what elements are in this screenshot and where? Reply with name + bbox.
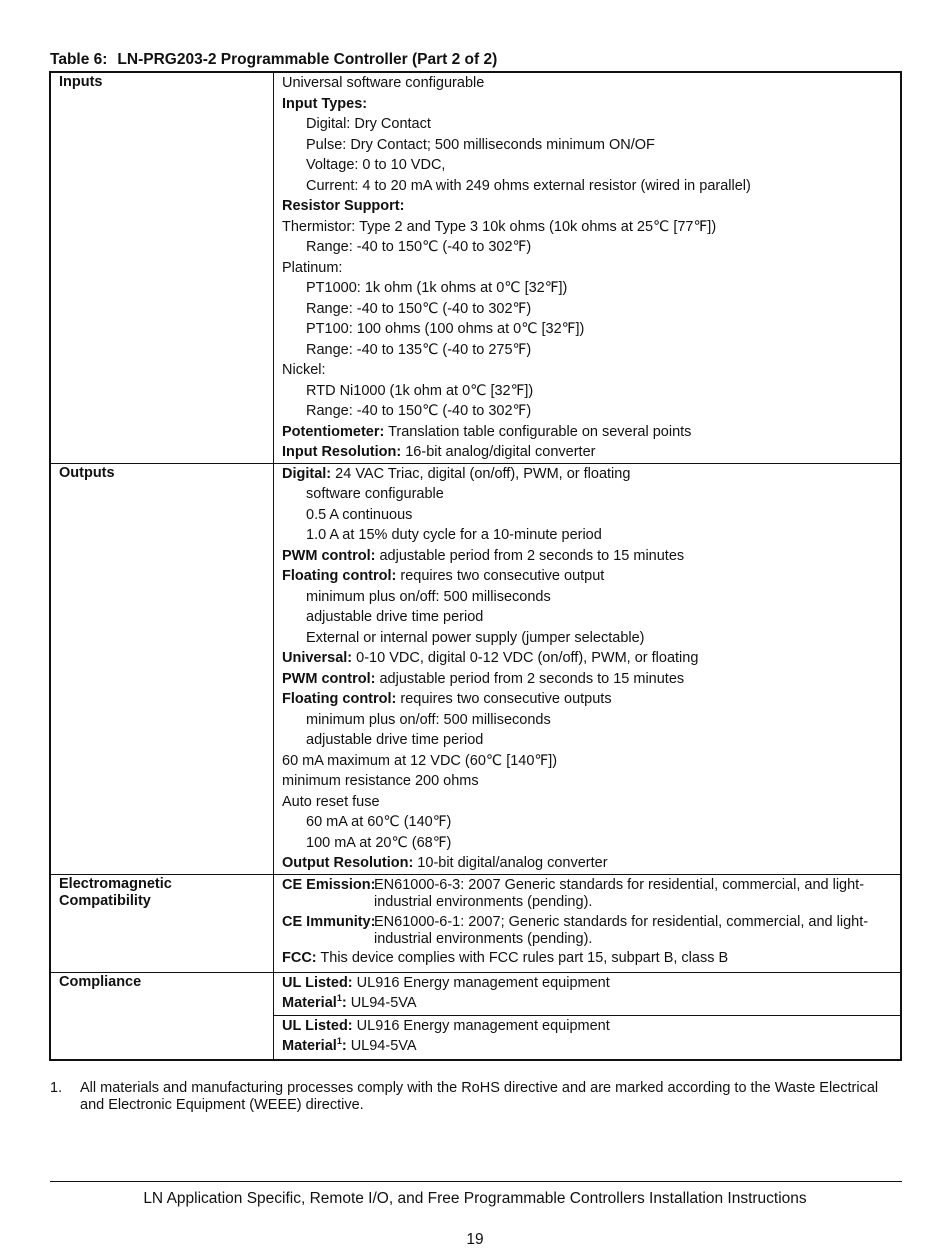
spec-line bbox=[282, 94, 896, 115]
spec-line-text: Current: 4 to 20 mA with 249 ohms external resistor (wired in parallel) bbox=[306, 177, 751, 194]
spec-line-text: 1.0 A at 15% duty cycle for a 10-minute period bbox=[306, 527, 602, 543]
ul-listed-line bbox=[282, 1016, 896, 1036]
spec-line-text: minimum resistance 200 ohms bbox=[282, 773, 479, 789]
spec-line bbox=[282, 422, 896, 443]
ce-immunity bbox=[282, 914, 896, 948]
emc-label bbox=[50, 874, 274, 972]
material-footnote-ref: 1 bbox=[336, 992, 342, 1003]
spec-line-key: Input Resolution: bbox=[282, 444, 402, 460]
spec-line-text: minimum plus on/off: 500 milliseconds bbox=[306, 711, 551, 728]
spec-line bbox=[282, 340, 896, 361]
spec-line bbox=[282, 833, 896, 854]
spec-line bbox=[282, 442, 896, 463]
ce-immunity-key: CE Immunity: bbox=[282, 913, 376, 930]
spec-line-text: 0.5 A continuous bbox=[306, 506, 413, 523]
footnote-text: All materials and manufacturing processes comply with the RoHS directive and are marked according to the Waste Electrical and Electronic Equipment (WEEE) directive. bbox=[80, 1080, 879, 1113]
spec-line bbox=[282, 853, 896, 874]
spec-line bbox=[282, 381, 896, 402]
spec-line bbox=[282, 628, 896, 649]
spec-line bbox=[282, 155, 896, 176]
spec-line-text: adjustable period from 2 seconds to 15 minutes bbox=[375, 547, 685, 564]
spec-line-text: PT1000: 1k ohm (1k ohms at 0℃ [32℉]) bbox=[306, 280, 568, 296]
emc-label-text: Electromagnetic Compatibility bbox=[59, 875, 172, 909]
emc-row bbox=[50, 874, 901, 972]
material-text: UL94-5VA bbox=[346, 994, 417, 1011]
spec-line bbox=[282, 751, 896, 772]
spec-line bbox=[282, 525, 896, 546]
material-sep: : bbox=[341, 994, 347, 1011]
spec-line-text: Thermistor: Type 2 and Type 3 10k ohms (10k ohms at 25℃ [77℉]) bbox=[282, 218, 717, 235]
material-key: Material bbox=[282, 994, 337, 1011]
spec-line-text: RTD Ni1000 (1k ohm at 0℃ [32℉]) bbox=[306, 382, 534, 399]
spec-line-text: 0-10 VDC, digital 0-12 VDC (on/off), PWM, or floating bbox=[352, 650, 699, 666]
inputs-row bbox=[50, 72, 901, 463]
footer-title: LN Application Specific, Remote I/O, and Free Programmable Controllers Installation Instructions bbox=[143, 1190, 807, 1207]
spec-line bbox=[282, 607, 896, 628]
spec-line-text: Voltage: 0 to 10 VDC, bbox=[306, 157, 446, 173]
spec-line-text: minimum plus on/off: 500 milliseconds bbox=[306, 588, 551, 605]
inputs-label: Inputs bbox=[50, 72, 274, 463]
spec-line-text: Range: -40 to 135℃ (-40 to 275℉) bbox=[306, 341, 532, 358]
spec-line bbox=[282, 505, 896, 526]
spec-line-key: Output Resolution: bbox=[282, 855, 414, 871]
spec-line-text: 24 VAC Triac, digital (on/off), PWM, or floating bbox=[331, 465, 631, 482]
spec-line bbox=[282, 237, 896, 258]
spec-line bbox=[282, 464, 896, 485]
spec-line-text: Platinum: bbox=[282, 259, 343, 276]
spec-line bbox=[282, 135, 896, 156]
fcc-text: This device complies with FCC rules part 15, subpart B, class B bbox=[316, 949, 729, 966]
spec-line-key: Universal: bbox=[282, 650, 353, 666]
ul-listed-key: UL Listed: bbox=[282, 1017, 353, 1034]
spec-line bbox=[282, 648, 896, 669]
spec-line-key: PWM control: bbox=[282, 670, 376, 687]
spec-line-text: requires two consecutive output bbox=[396, 568, 605, 584]
spec-line bbox=[282, 196, 896, 217]
spec-line-text: Range: -40 to 150℃ (-40 to 302℉) bbox=[306, 300, 532, 317]
spec-line-text: Translation table configurable on several points bbox=[384, 423, 692, 440]
spec-line-text: 10-bit digital/analog converter bbox=[413, 855, 608, 871]
spec-line bbox=[282, 114, 896, 135]
spec-line-text: Nickel: bbox=[282, 362, 326, 378]
spec-line bbox=[282, 176, 896, 197]
spec-line-text: 16-bit analog/digital converter bbox=[401, 444, 596, 460]
footnote bbox=[50, 1080, 890, 1114]
spec-line bbox=[282, 217, 896, 238]
spec-line bbox=[282, 546, 896, 567]
ce-emission-text: EN61000-6-3: 2007 Generic standards for residential, commercial, and light-industrial environments (pending). bbox=[374, 876, 865, 910]
spec-line bbox=[282, 587, 896, 608]
spec-line-key: PWM control: bbox=[282, 547, 376, 564]
spec-line-key: Input Types: bbox=[282, 95, 368, 112]
spec-line bbox=[282, 299, 896, 320]
compliance-label: Compliance bbox=[50, 972, 274, 1060]
spec-line-key: Resistor Support: bbox=[282, 198, 405, 214]
footer-divider bbox=[50, 1181, 902, 1182]
spec-line-text: adjustable drive time period bbox=[306, 609, 484, 625]
spec-line-text: PT100: 100 ohms (100 ohms at 0℃ [32℉]) bbox=[306, 321, 585, 337]
inputs-content bbox=[274, 72, 902, 463]
ce-immunity-text: EN61000-6-1: 2007; Generic standards for residential, commercial, and light-industrial environments (pending). bbox=[374, 913, 869, 947]
outputs-content bbox=[274, 463, 902, 874]
outputs-row bbox=[50, 463, 901, 874]
ce-emission-key: CE Emission: bbox=[282, 876, 376, 893]
spec-line bbox=[282, 401, 896, 422]
table-caption bbox=[50, 51, 497, 69]
spec-line-key: Potentiometer: bbox=[282, 423, 385, 440]
material-line bbox=[282, 993, 896, 1013]
table-caption-label: Table 6: bbox=[50, 51, 108, 68]
spec-line-key: Floating control: bbox=[282, 568, 397, 584]
spec-line-text: adjustable drive time period bbox=[306, 732, 484, 748]
spec-line-text: software configurable bbox=[306, 486, 444, 502]
ul-listed-text: UL916 Energy management equipment bbox=[352, 974, 610, 991]
spec-line bbox=[282, 792, 896, 813]
spec-line bbox=[282, 710, 896, 731]
outputs-label: Outputs bbox=[50, 463, 274, 874]
spec-line bbox=[282, 669, 896, 690]
compliance-content-2 bbox=[274, 1015, 902, 1060]
compliance-content-1 bbox=[274, 972, 902, 1015]
spec-line-text: 60 mA maximum at 12 VDC (60℃ [140℉]) bbox=[282, 752, 558, 769]
spec-line bbox=[282, 73, 896, 94]
ul-listed-text: UL916 Energy management equipment bbox=[352, 1017, 610, 1034]
table-caption-title: LN-PRG203-2 Programmable Controller (Part 2 of 2) bbox=[117, 51, 498, 68]
spec-line-text: Range: -40 to 150℃ (-40 to 302℉) bbox=[306, 239, 532, 255]
material-line bbox=[282, 1036, 896, 1056]
emc-content bbox=[274, 874, 902, 972]
material-sep: : bbox=[341, 1037, 347, 1054]
ul-listed-key: UL Listed: bbox=[282, 974, 353, 991]
spec-line bbox=[282, 278, 896, 299]
spec-line-text: 100 mA at 20℃ (68℉) bbox=[306, 834, 452, 851]
spec-line-text: Pulse: Dry Contact; 500 milliseconds minimum ON/OF bbox=[306, 136, 655, 153]
material-footnote-ref: 1 bbox=[336, 1035, 342, 1046]
spec-table bbox=[49, 71, 902, 1061]
spec-line-text: Universal software configurable bbox=[282, 75, 485, 91]
spec-line bbox=[282, 360, 896, 381]
material-key: Material bbox=[282, 1037, 337, 1054]
page-number: 19 bbox=[466, 1231, 484, 1248]
spec-line bbox=[282, 730, 896, 751]
spec-line-key: Digital: bbox=[282, 465, 332, 482]
spec-line-key: Floating control: bbox=[282, 691, 397, 707]
spec-line bbox=[282, 319, 896, 340]
footnote-number: 1. bbox=[50, 1080, 63, 1096]
spec-line-text: 60 mA at 60℃ (140℉) bbox=[306, 814, 452, 830]
spec-line-text: adjustable period from 2 seconds to 15 minutes bbox=[375, 670, 685, 687]
spec-line bbox=[282, 771, 896, 792]
spec-line bbox=[282, 689, 896, 710]
ce-emission bbox=[282, 877, 896, 911]
spec-line bbox=[282, 258, 896, 279]
spec-line-text: Digital: Dry Contact bbox=[306, 116, 431, 132]
spec-line-text: requires two consecutive outputs bbox=[396, 691, 612, 707]
fcc-line bbox=[282, 948, 896, 969]
spec-line bbox=[282, 484, 896, 505]
spec-line-text: Auto reset fuse bbox=[282, 793, 380, 810]
material-text: UL94-5VA bbox=[346, 1037, 417, 1054]
fcc-key: FCC: bbox=[282, 949, 317, 966]
spec-line-text: External or internal power supply (jumper selectable) bbox=[306, 629, 645, 646]
compliance-row-1 bbox=[50, 972, 901, 1015]
spec-line bbox=[282, 812, 896, 833]
spec-line-text: Range: -40 to 150℃ (-40 to 302℉) bbox=[306, 403, 532, 419]
spec-line bbox=[282, 566, 896, 587]
ul-listed-line bbox=[282, 973, 896, 993]
